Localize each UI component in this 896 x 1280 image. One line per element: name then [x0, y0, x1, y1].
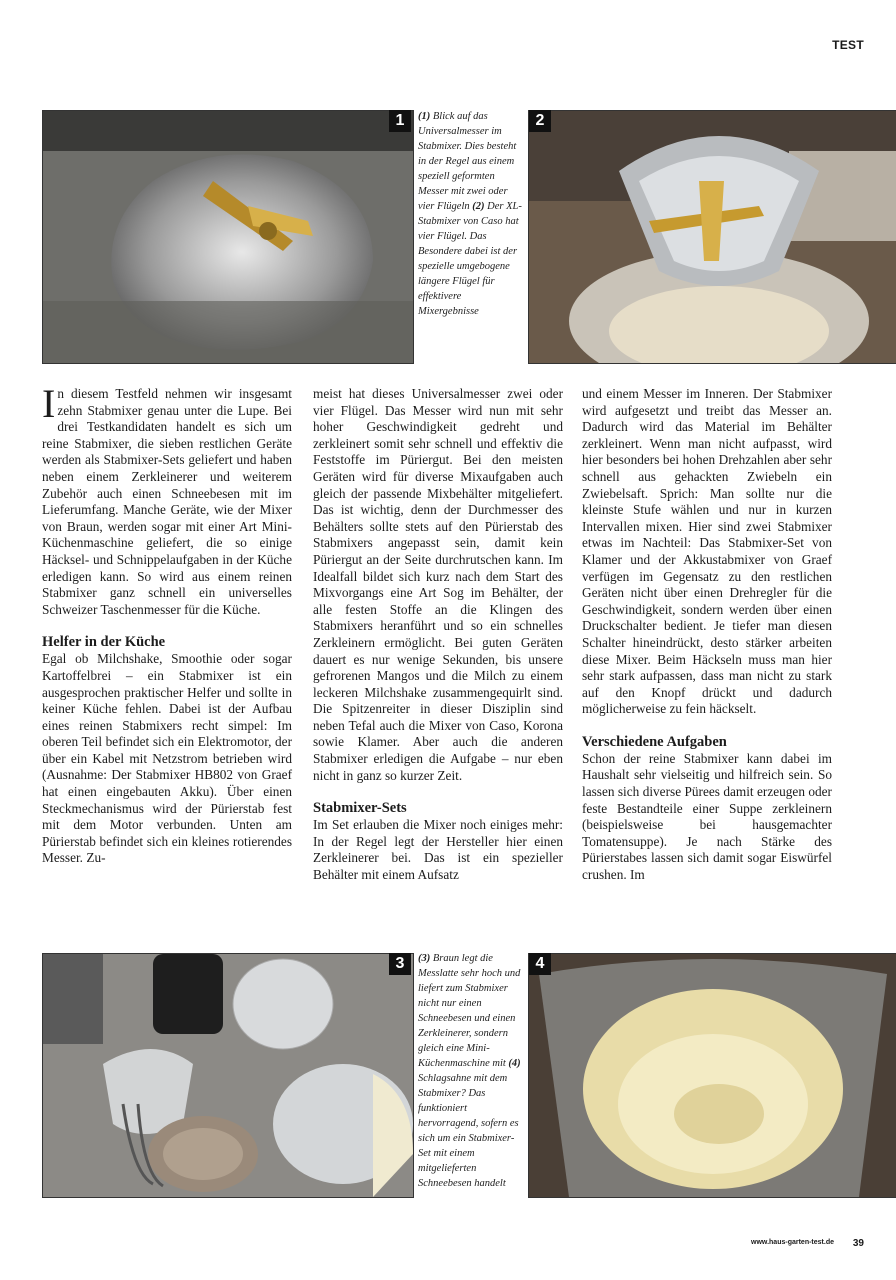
col2-body-2: Im Set erlauben die Mixer noch einiges mehr: In der Regel legt der Hersteller hier einen Zerkleinerer bei. Das ist ein spezieller Behälter mit einem Aufsatz [313, 817, 563, 883]
accessories-image [43, 954, 413, 1197]
caption-bottom [418, 951, 522, 1191]
intro-paragraph [42, 381, 292, 618]
article-column-1 [42, 381, 292, 867]
caption-ref-1: (1) [418, 111, 431, 122]
caption-top [418, 109, 522, 319]
whipped-cream-image [529, 954, 896, 1197]
section-tag: TEST [832, 38, 864, 52]
caption-ref-3: (3) [418, 953, 431, 964]
col1-body: Egal ob Milchshake, Smoothie oder sogar Kartoffelbrei – ein Stabmixer ist ein ausgesprochen praktischer Helfer und sollte in keiner Küche fehlen. Dabei ist der Aufbau eines reinen Stabmixers recht simpel: Im oberen Teil befindet sich ein Elektromotor, der über ein Kabel mit Netzstrom betrieben wird (Ausnahme: Der Stabmixer HB802 von Graef hat einen eingebauten Akku). Über einen Steckmechanismus wird der Pürierstab fest mit dem Motor verbunden. Unten am Pürierstab befindet sich ein kleines rotierendes Messer. Zu- [42, 651, 292, 866]
photo-number-2: 2 [529, 110, 551, 132]
footer-url: www.haus-garten-test.de [751, 1239, 834, 1246]
caption-text-1: Blick auf das Universalmesser im Stabmixer. Dies besteht in der Regel aus einem speziell geformten Messer mit zwei oder vier Flügeln [418, 111, 517, 212]
caption-text-4: Schlagsahne mit dem Stabmixer? Das funktioniert hervorragend, sofern es sich um ein Stabmixer-Set mit einem mitgelieferten Schneebesen handelt [418, 1073, 519, 1189]
xl-blade-image [529, 111, 896, 363]
caption-ref-2: (2) [472, 201, 485, 212]
caption-text-3: Braun legt die Messlatte sehr hoch und liefert zum Stabmixer nicht nur einen Schneebesen und einen Zerkleinerer, sondern gleich eine Mini-Küchenmaschine mit [418, 953, 521, 1069]
photo-xl-blade [528, 110, 896, 364]
article-column-2 [313, 386, 563, 884]
heading-helfer: Helfer in der Küche [42, 634, 166, 651]
intro-text: n diesem Testfeld nehmen wir insgesamt zehn Stabmixer genau unter die Lupe. Bei drei Testkandidaten handelt es sich um reine Stabmixer, die sieben restlichen Geräte werden als Stabmixer-Sets geliefert und haben neben einem Zerkleinerer und weiterem Zubehör auch einen Schneebesen mit im Lieferumfang. Manche Geräte, wie der Mixer von Braun, werden sogar mit einer Art Mini-Küchenmaschine geliefert, die so einige Häcksel- und Schnippelaufgaben in der Küche erledigen kann. So wird aus einem reinen Stabmixer ganz schnell ein universelles Schweizer Taschenmesser für die Küche. [42, 386, 292, 617]
article-column-3 [582, 386, 832, 884]
dropcap: I [42, 381, 56, 426]
caption-ref-4: (4) [508, 1058, 521, 1069]
photo-number-4: 4 [529, 953, 551, 975]
photo-blade-closeup [42, 110, 414, 364]
page-number: 39 [852, 1238, 864, 1249]
photo-number-1: 1 [389, 110, 411, 132]
caption-text-2: Der XL-Stabmixer von Caso hat vier Flügel. Das Besondere dabei ist der spezielle umgebogene längere Flügel für effektivere Mixergebnisse [418, 201, 522, 317]
photo-braun-accessories [42, 953, 414, 1198]
photo-number-3: 3 [389, 953, 411, 975]
col2-body: meist hat dieses Universalmesser zwei oder vier Flügel. Das Messer wird nun mit sehr hoher Geschwindigkeit gedreht und zerkleinert somit sehr schnell und effektiv die Feststoffe im Püriergut. Bei den meisten Geräten wird für diverse Mixaufgaben auch gleich der passende Mixbehälter mitgeliefert. Das ist wichtig, denn der Durchmesser des Behälters sollte stets auf den Pürierstab des Stabmixers angepasst sein, damit kein Püriergut an der Seite durchrutschen kann. Im Idealfall bildet sich kurz nach dem Start des Mixvorgangs eine Art Sog im Behälter, der alle festen Stoffe an die Klingen des Stabmixers heranführt und so ein schnelles Zerkleinern ermöglicht. Bei guten Geräten dauert es nur wenige Sekunden, bis unsere gefrorenen Mangos und die Milch zu einem leckeren Milchshake zusammengequirlt sind. Die Spitzenreiter in dieser Disziplin sind neben Tefal auch die Mixer von Caso, Korona sowie Klamer. Aber auch die anderen Stabmixer erledigen die Aufgabe – nur eben nicht in ganz so kurzer Zeit. [313, 386, 563, 783]
photo-whipped-cream [528, 953, 896, 1198]
col3-body-2: Schon der reine Stabmixer kann dabei im Haushalt sehr vielseitig und hilfreich sein. So lassen sich diverse Pürees damit erzeugen oder feste Bestandteile einer Suppe zerkleinern (beispielsweise bei hausgemachter Tomatensuppe). Je nach Stärke des Pürierstabes lassen sich damit sogar Eiswürfel crushen. Im [582, 750, 832, 883]
col3-body: und einem Messer im Inneren. Der Stabmixer wird aufgesetzt und treibt das Messer an. Dadurch wird das Material im Behälter zerkleinert. Wenn man nicht aufpasst, wird hier besonders bei hohen Drehzahlen aber sehr schnell aus gehackten Zwiebeln ein Zwiebelsaft. Sprich: Man sollte nur die kleinste Stufe wählen und nur in kurzen Intervallen mixen. Hier sind zwei Stabmixer etwas im Nachteil: Das Stabmixer-Set von Klamer und der Akkustabmixer von Graef verfügen im Gegensatz zu den restlichen Geräten nicht über einen Drehregler für die Geschwindigkeit, sondern werden über einen Druckschalter bedient. Je tiefer man diesen Schalter hineindrückt, desto stärker arbeiten diese Mixer. Beim Häckseln muss man hier sehr stark aufpassen, dass man nicht zu stark auf den Knopf drückt und dadurch möglicherweise zu fein häckselt. [582, 386, 832, 717]
blade-image [43, 111, 413, 363]
heading-stabmixer-sets: Stabmixer-Sets [313, 800, 407, 817]
heading-verschiedene-aufgaben: Verschiedene Aufgaben [582, 733, 727, 750]
